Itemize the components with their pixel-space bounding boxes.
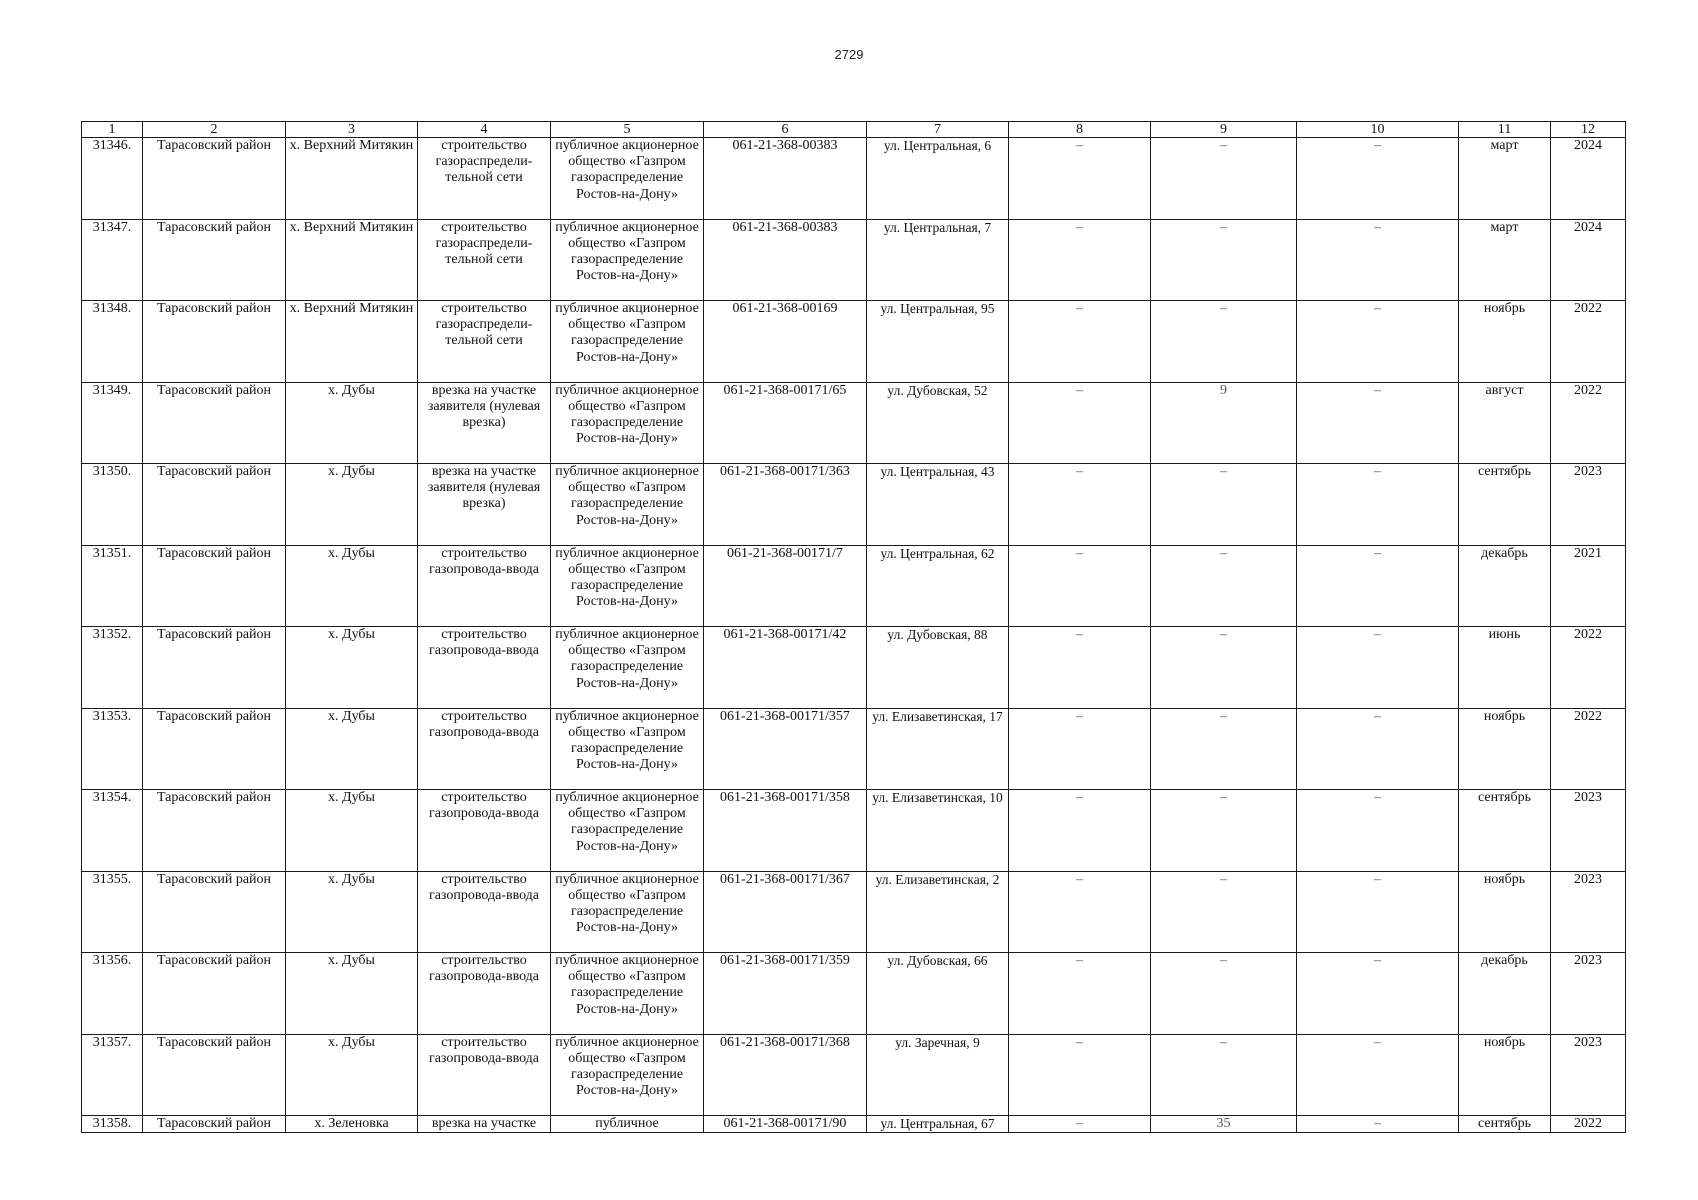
code-cell: 061-21-368-00171/357 <box>704 708 867 790</box>
organization-cell: публичное акционерное общество «Газпром газораспределение Ростов-на-Дону» <box>551 790 704 872</box>
address-cell: ул. Центральная, 67 <box>867 1116 1009 1133</box>
row-number: 31356. <box>82 953 143 1035</box>
address-cell: ул. Центральная, 6 <box>867 138 1009 220</box>
code-cell: 061-21-368-00171/90 <box>704 1116 867 1133</box>
row-number: 31349. <box>82 382 143 464</box>
code-cell: 061-21-368-00171/65 <box>704 382 867 464</box>
year-cell: 2022 <box>1551 627 1626 709</box>
settlement-cell: х. Дубы <box>286 790 418 872</box>
row-number: 31351. <box>82 545 143 627</box>
district-cell: Тарасовский район <box>143 545 286 627</box>
work-type-cell: строительство газопровода-ввода <box>418 708 551 790</box>
column-9-cell: 9 <box>1151 382 1297 464</box>
row-number: 31358. <box>82 1116 143 1133</box>
row-number: 31348. <box>82 301 143 383</box>
column-header: 8 <box>1009 122 1151 138</box>
code-cell: 061-21-368-00171/359 <box>704 953 867 1035</box>
table-row <box>82 1034 1626 1116</box>
district-cell: Тарасовский район <box>143 871 286 953</box>
month-cell: март <box>1459 138 1551 220</box>
district-cell: Тарасовский район <box>143 708 286 790</box>
organization-cell: публичное акционерное общество «Газпром газораспределение Ростов-на-Дону» <box>551 708 704 790</box>
organization-cell: публичное акционерное общество «Газпром газораспределение Ростов-на-Дону» <box>551 1034 704 1116</box>
column-10-cell: – <box>1297 1034 1459 1116</box>
month-cell: март <box>1459 219 1551 301</box>
year-cell: 2021 <box>1551 545 1626 627</box>
column-10-cell: – <box>1297 382 1459 464</box>
settlement-cell: х. Дубы <box>286 382 418 464</box>
column-8-cell: – <box>1009 627 1151 709</box>
year-cell: 2023 <box>1551 871 1626 953</box>
month-cell: сентябрь <box>1459 790 1551 872</box>
organization-cell: публичное акционерное общество «Газпром газораспределение Ростов-на-Дону» <box>551 138 704 220</box>
column-9-cell: – <box>1151 464 1297 546</box>
code-cell: 061-21-368-00171/367 <box>704 871 867 953</box>
table-row <box>82 382 1626 464</box>
month-cell: сентябрь <box>1459 1116 1551 1133</box>
settlement-cell: х. Дубы <box>286 545 418 627</box>
row-number: 31350. <box>82 464 143 546</box>
district-cell: Тарасовский район <box>143 953 286 1035</box>
district-cell: Тарасовский район <box>143 219 286 301</box>
column-8-cell: – <box>1009 1034 1151 1116</box>
column-header: 2 <box>143 122 286 138</box>
row-number: 31357. <box>82 1034 143 1116</box>
column-10-cell: – <box>1297 138 1459 220</box>
column-8-cell: – <box>1009 545 1151 627</box>
column-10-cell: – <box>1297 1116 1459 1133</box>
district-cell: Тарасовский район <box>143 382 286 464</box>
column-8-cell: – <box>1009 464 1151 546</box>
address-cell: ул. Центральная, 62 <box>867 545 1009 627</box>
work-type-cell: строительство газопровода-ввода <box>418 953 551 1035</box>
column-8-cell: – <box>1009 790 1151 872</box>
row-number: 31355. <box>82 871 143 953</box>
year-cell: 2024 <box>1551 219 1626 301</box>
column-9-cell: – <box>1151 545 1297 627</box>
organization-cell: публичное акционерное общество «Газпром газораспределение Ростов-на-Дону» <box>551 382 704 464</box>
column-10-cell: – <box>1297 219 1459 301</box>
month-cell: декабрь <box>1459 545 1551 627</box>
year-cell: 2022 <box>1551 382 1626 464</box>
year-cell: 2022 <box>1551 301 1626 383</box>
address-cell: ул. Елизаветинская, 2 <box>867 871 1009 953</box>
column-header: 10 <box>1297 122 1459 138</box>
address-cell: ул. Центральная, 43 <box>867 464 1009 546</box>
table-row <box>82 627 1626 709</box>
table-row <box>82 1116 1626 1133</box>
organization-cell: публичное акционерное общество «Газпром газораспределение Ростов-на-Дону» <box>551 627 704 709</box>
address-cell: ул. Дубовская, 52 <box>867 382 1009 464</box>
district-cell: Тарасовский район <box>143 301 286 383</box>
table-row <box>82 464 1626 546</box>
organization-cell: публичное акционерное общество «Газпром газораспределение Ростов-на-Дону» <box>551 301 704 383</box>
code-cell: 061-21-368-00171/363 <box>704 464 867 546</box>
year-cell: 2024 <box>1551 138 1626 220</box>
column-8-cell: – <box>1009 219 1151 301</box>
column-8-cell: – <box>1009 708 1151 790</box>
column-header: 4 <box>418 122 551 138</box>
settlement-cell: х. Зеленовка <box>286 1116 418 1133</box>
code-cell: 061-21-368-00171/42 <box>704 627 867 709</box>
month-cell: декабрь <box>1459 953 1551 1035</box>
column-10-cell: – <box>1297 708 1459 790</box>
work-type-cell: строительство газопровода-ввода <box>418 545 551 627</box>
month-cell: ноябрь <box>1459 301 1551 383</box>
column-9-cell: – <box>1151 138 1297 220</box>
table-row <box>82 790 1626 872</box>
table-row <box>82 545 1626 627</box>
table-row <box>82 871 1626 953</box>
row-number: 31346. <box>82 138 143 220</box>
address-cell: ул. Заречная, 9 <box>867 1034 1009 1116</box>
settlement-cell: х. Верхний Митякин <box>286 138 418 220</box>
column-10-cell: – <box>1297 301 1459 383</box>
organization-cell: публичное акционерное общество «Газпром газораспределение Ростов-на-Дону» <box>551 464 704 546</box>
column-10-cell: – <box>1297 871 1459 953</box>
month-cell: ноябрь <box>1459 708 1551 790</box>
code-cell: 061-21-368-00169 <box>704 301 867 383</box>
month-cell: сентябрь <box>1459 464 1551 546</box>
column-8-cell: – <box>1009 138 1151 220</box>
work-type-cell: строительство газопровода-ввода <box>418 871 551 953</box>
year-cell: 2022 <box>1551 1116 1626 1133</box>
row-number: 31353. <box>82 708 143 790</box>
district-cell: Тарасовский район <box>143 464 286 546</box>
work-type-cell: строительство газораспредели-тельной сети <box>418 138 551 220</box>
column-8-cell: – <box>1009 953 1151 1035</box>
column-8-cell: – <box>1009 1116 1151 1133</box>
column-9-cell: – <box>1151 708 1297 790</box>
month-cell: ноябрь <box>1459 871 1551 953</box>
column-header: 5 <box>551 122 704 138</box>
work-type-cell: врезка на участке заявителя (нулевая врезка) <box>418 382 551 464</box>
column-10-cell: – <box>1297 464 1459 546</box>
column-10-cell: – <box>1297 545 1459 627</box>
address-cell: ул. Елизаветинская, 17 <box>867 708 1009 790</box>
page-number: 2729 <box>834 47 864 62</box>
column-9-cell: – <box>1151 219 1297 301</box>
column-10-cell: – <box>1297 627 1459 709</box>
column-header: 12 <box>1551 122 1626 138</box>
month-cell: август <box>1459 382 1551 464</box>
column-header: 3 <box>286 122 418 138</box>
table-row <box>82 953 1626 1035</box>
table-row <box>82 219 1626 301</box>
column-9-cell: – <box>1151 790 1297 872</box>
code-cell: 061-21-368-00383 <box>704 219 867 301</box>
settlement-cell: х. Верхний Митякин <box>286 219 418 301</box>
column-9-cell: – <box>1151 1034 1297 1116</box>
code-cell: 061-21-368-00171/368 <box>704 1034 867 1116</box>
organization-cell: публичное акционерное общество «Газпром газораспределение Ростов-на-Дону» <box>551 871 704 953</box>
table-body <box>82 138 1626 1133</box>
settlement-cell: х. Дубы <box>286 953 418 1035</box>
organization-cell: публичное акционерное общество «Газпром газораспределение Ростов-на-Дону» <box>551 953 704 1035</box>
work-type-cell: строительство газопровода-ввода <box>418 1034 551 1116</box>
year-cell: 2022 <box>1551 708 1626 790</box>
code-cell: 061-21-368-00383 <box>704 138 867 220</box>
district-cell: Тарасовский район <box>143 1116 286 1133</box>
district-cell: Тарасовский район <box>143 1034 286 1116</box>
district-cell: Тарасовский район <box>143 138 286 220</box>
settlement-cell: х. Дубы <box>286 708 418 790</box>
organization-cell: публичное акционерное общество «Газпром газораспределение Ростов-на-Дону» <box>551 545 704 627</box>
month-cell: июнь <box>1459 627 1551 709</box>
settlement-cell: х. Дубы <box>286 627 418 709</box>
column-8-cell: – <box>1009 382 1151 464</box>
month-cell: ноябрь <box>1459 1034 1551 1116</box>
row-number: 31354. <box>82 790 143 872</box>
column-9-cell: 35 <box>1151 1116 1297 1133</box>
work-type-cell: врезка на участке заявителя (нулевая врезка) <box>418 464 551 546</box>
address-cell: ул. Елизаветинская, 10 <box>867 790 1009 872</box>
column-header: 11 <box>1459 122 1551 138</box>
code-cell: 061-21-368-00171/358 <box>704 790 867 872</box>
year-cell: 2023 <box>1551 790 1626 872</box>
column-header: 6 <box>704 122 867 138</box>
register-table <box>81 121 1626 1133</box>
column-header: 1 <box>82 122 143 138</box>
settlement-cell: х. Верхний Митякин <box>286 301 418 383</box>
district-cell: Тарасовский район <box>143 627 286 709</box>
column-8-cell: – <box>1009 301 1151 383</box>
address-cell: ул. Центральная, 7 <box>867 219 1009 301</box>
column-9-cell: – <box>1151 871 1297 953</box>
column-9-cell: – <box>1151 301 1297 383</box>
column-number-row <box>82 122 1626 138</box>
column-10-cell: – <box>1297 790 1459 872</box>
code-cell: 061-21-368-00171/7 <box>704 545 867 627</box>
address-cell: ул. Дубовская, 88 <box>867 627 1009 709</box>
table-row <box>82 301 1626 383</box>
work-type-cell: строительство газопровода-ввода <box>418 627 551 709</box>
work-type-cell: врезка на участке <box>418 1116 551 1133</box>
column-10-cell: – <box>1297 953 1459 1035</box>
district-cell: Тарасовский район <box>143 790 286 872</box>
table-row <box>82 708 1626 790</box>
column-8-cell: – <box>1009 871 1151 953</box>
row-number: 31347. <box>82 219 143 301</box>
year-cell: 2023 <box>1551 1034 1626 1116</box>
organization-cell: публичное акционерное общество «Газпром газораспределение Ростов-на-Дону» <box>551 219 704 301</box>
work-type-cell: строительство газораспредели-тельной сети <box>418 301 551 383</box>
column-9-cell: – <box>1151 627 1297 709</box>
work-type-cell: строительство газопровода-ввода <box>418 790 551 872</box>
work-type-cell: строительство газораспредели-тельной сети <box>418 219 551 301</box>
address-cell: ул. Дубовская, 66 <box>867 953 1009 1035</box>
column-header: 7 <box>867 122 1009 138</box>
column-header: 9 <box>1151 122 1297 138</box>
row-number: 31352. <box>82 627 143 709</box>
year-cell: 2023 <box>1551 464 1626 546</box>
year-cell: 2023 <box>1551 953 1626 1035</box>
table-row <box>82 138 1626 220</box>
column-9-cell: – <box>1151 953 1297 1035</box>
settlement-cell: х. Дубы <box>286 871 418 953</box>
settlement-cell: х. Дубы <box>286 1034 418 1116</box>
address-cell: ул. Центральная, 95 <box>867 301 1009 383</box>
organization-cell: публичное <box>551 1116 704 1133</box>
settlement-cell: х. Дубы <box>286 464 418 546</box>
